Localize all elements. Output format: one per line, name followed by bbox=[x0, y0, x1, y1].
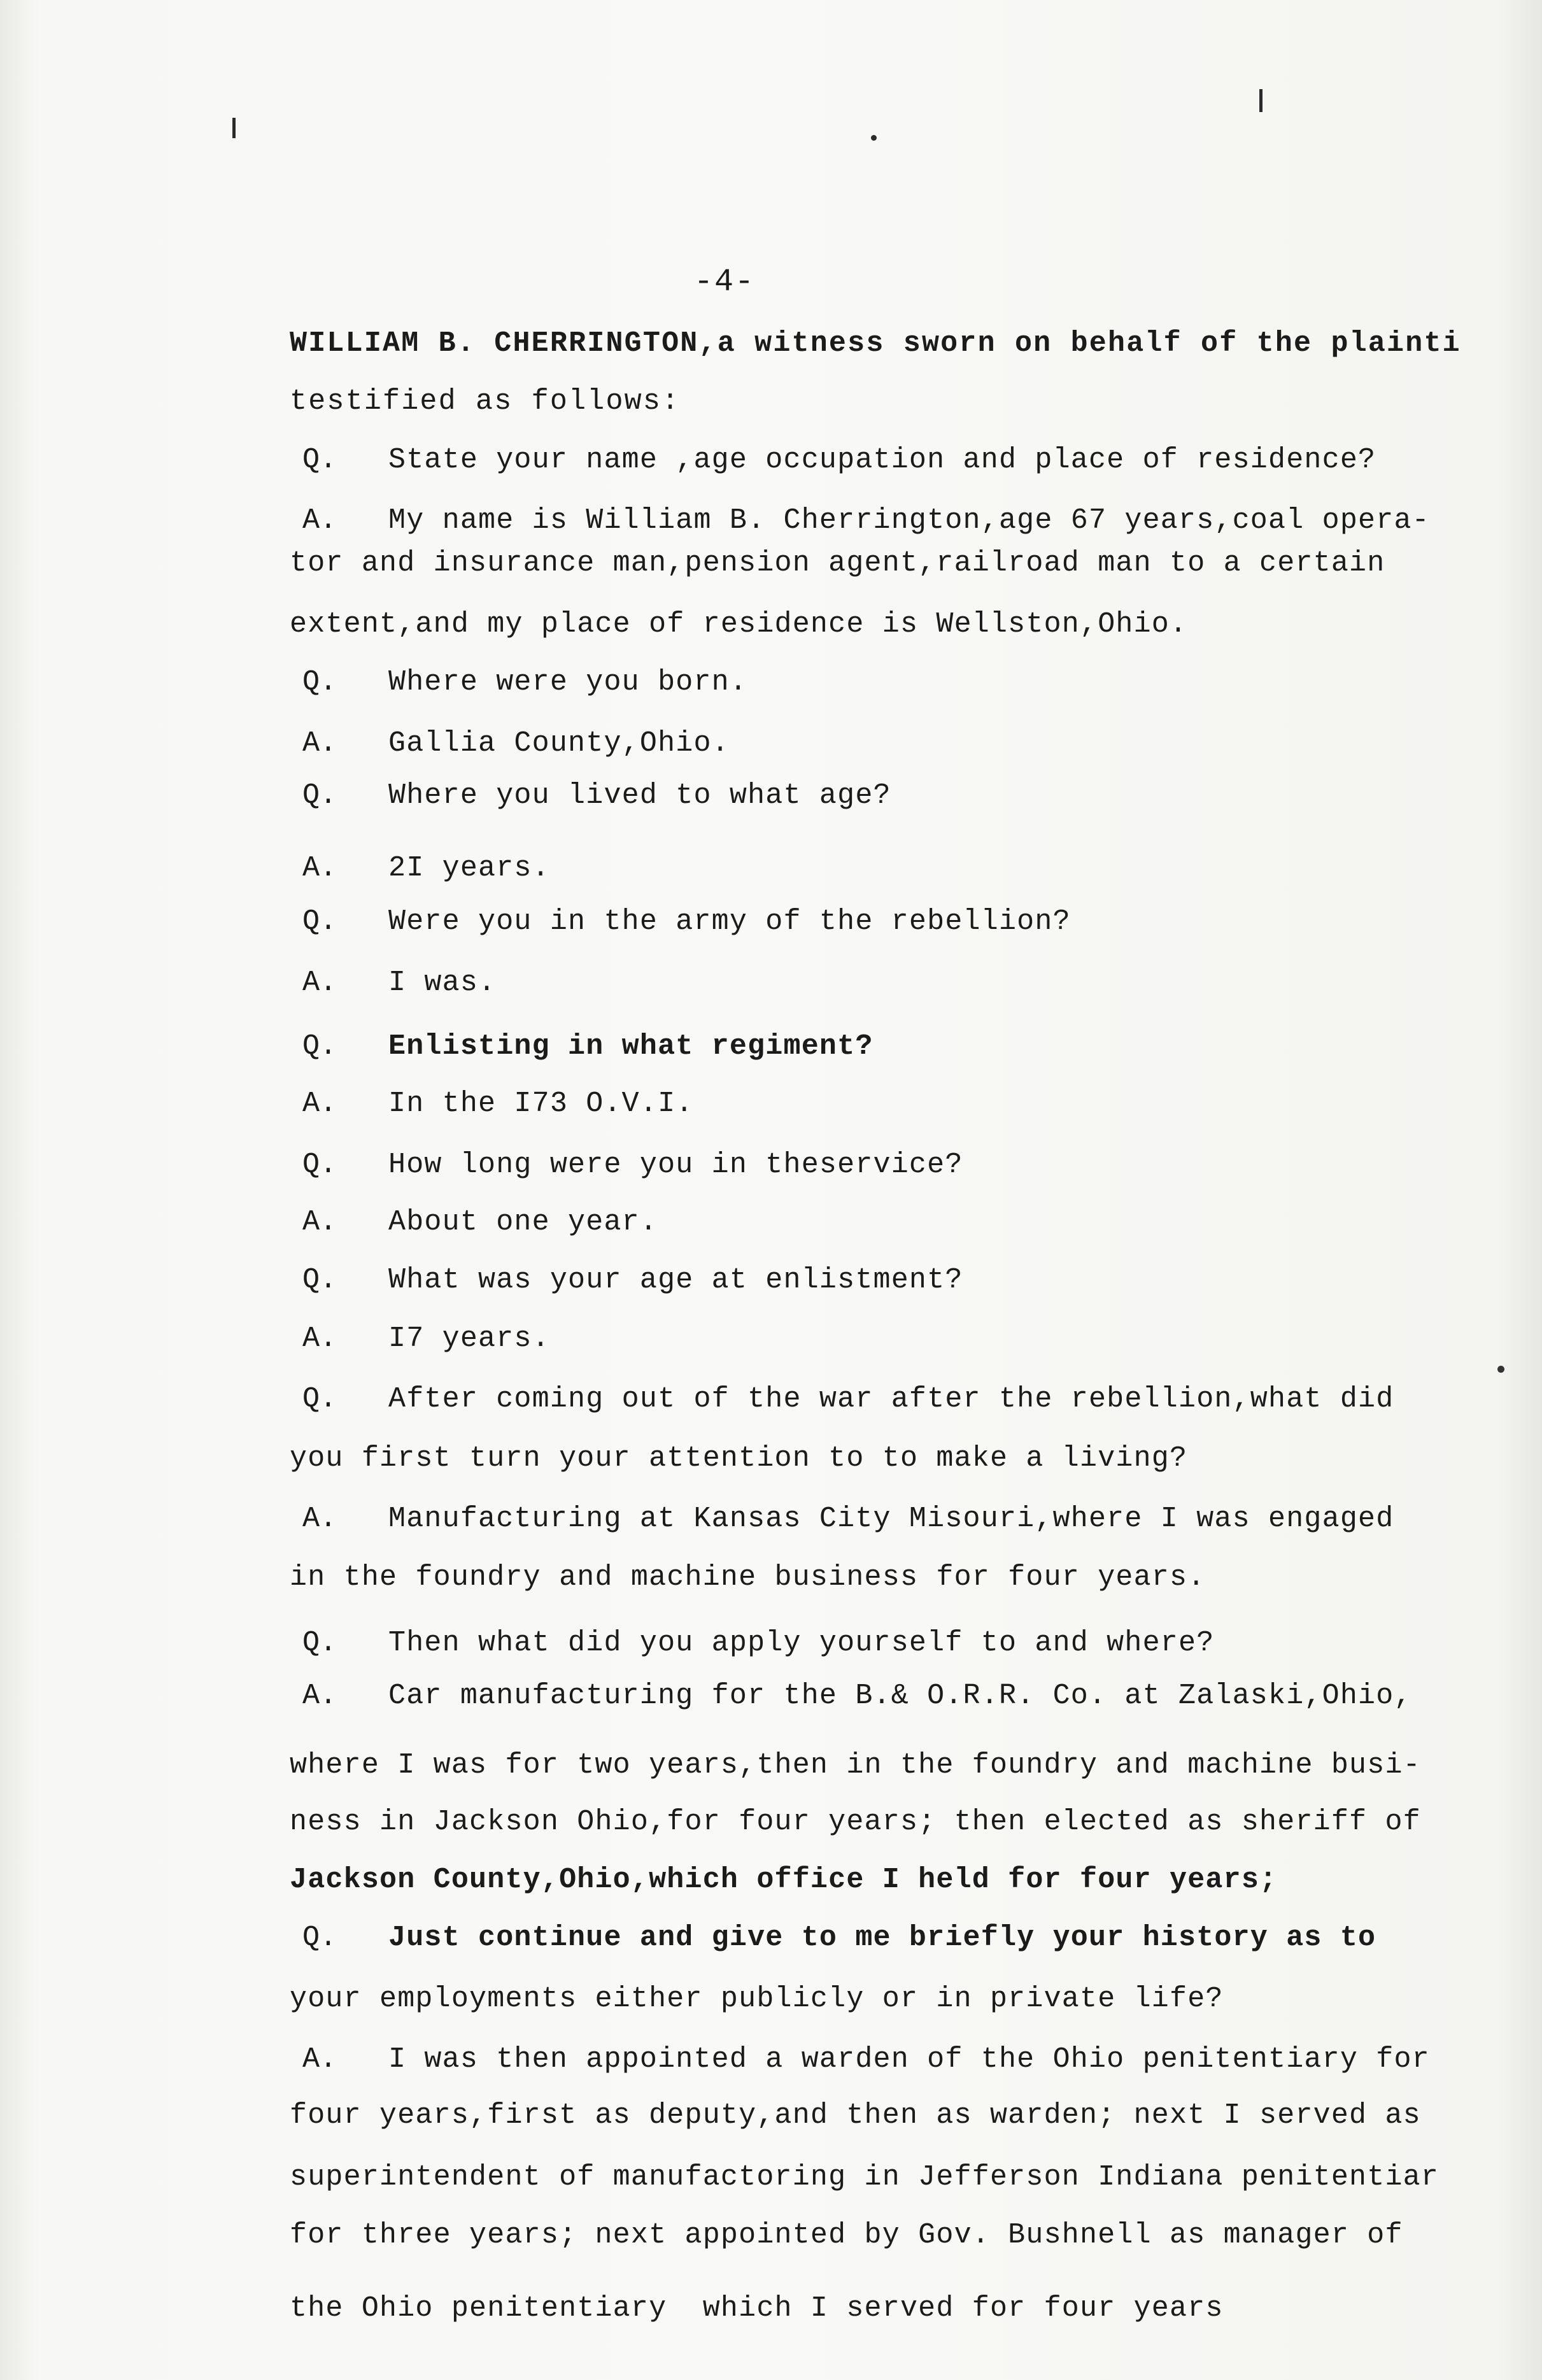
line-tag: A. bbox=[302, 1206, 337, 1238]
line-tag: Q. bbox=[302, 1383, 337, 1415]
line-text: Where you lived to what age? bbox=[388, 779, 891, 812]
transcript-line bbox=[302, 726, 1542, 761]
margin-mark bbox=[232, 118, 236, 138]
line-text: About one year. bbox=[388, 1206, 658, 1238]
transcript-line bbox=[302, 851, 1542, 886]
line-text: I was. bbox=[388, 967, 497, 999]
transcript-line bbox=[302, 503, 1542, 539]
line-tag: Q. bbox=[302, 1627, 337, 1659]
transcript-line bbox=[302, 1205, 1542, 1240]
continuation-line: Jackson County,Ohio,which office I held for four years; bbox=[290, 1864, 1278, 1896]
transcript-line bbox=[302, 1321, 1542, 1357]
line-tag: A. bbox=[302, 727, 337, 760]
line-text: Gallia County,Ohio. bbox=[388, 727, 730, 760]
transcript-line bbox=[302, 904, 1542, 940]
continuation-line: extent,and my place of residence is Wellston,Ohio. bbox=[290, 608, 1188, 641]
line-tag: Q. bbox=[302, 1030, 337, 1063]
continuation-line: where I was for two years,then in the foundry and machine busi- bbox=[290, 1749, 1421, 1781]
continuation-line: your employments either publicly or in private life? bbox=[290, 1983, 1224, 2015]
line-text: After coming out of the war after the rebellion,what did bbox=[388, 1383, 1394, 1415]
line-tag: Q. bbox=[302, 666, 337, 698]
transcript-line bbox=[302, 1263, 1542, 1298]
line-tag: A. bbox=[302, 1322, 337, 1355]
line-text: How long were you in theservice? bbox=[388, 1149, 963, 1181]
transcript-line bbox=[302, 1029, 1542, 1065]
intro-line: WILLIAM B. CHERRINGTON,a witness sworn on behalf of the plainti bbox=[290, 327, 1461, 360]
line-text: My name is William B. Cherrington,age 67 years,coal opera- bbox=[388, 504, 1430, 537]
line-tag: A. bbox=[302, 2043, 337, 2076]
line-text: Were you in the army of the rebellion? bbox=[388, 905, 1071, 938]
line-text: Just continue and give to me briefly your history as to bbox=[388, 1922, 1376, 1954]
transcript-line bbox=[302, 1920, 1542, 1956]
transcript-line bbox=[302, 965, 1542, 1001]
line-text: Enlisting in what regiment? bbox=[388, 1030, 874, 1063]
line-text: I7 years. bbox=[388, 1322, 550, 1355]
transcript-line bbox=[302, 778, 1542, 814]
line-text: Manufacturing at Kansas City Misouri,where I was engaged bbox=[388, 1503, 1394, 1535]
continuation-line: in the foundry and machine business for four years. bbox=[290, 1561, 1206, 1594]
line-tag: A. bbox=[302, 1087, 337, 1120]
line-tag: A. bbox=[302, 504, 337, 537]
transcript-line bbox=[302, 665, 1542, 700]
line-tag: Q. bbox=[302, 1149, 337, 1181]
continuation-line: ness in Jackson Ohio,for four years; then elected as sheriff of bbox=[290, 1806, 1421, 1838]
transcript-line bbox=[302, 1678, 1542, 1714]
line-tag: Q. bbox=[302, 905, 337, 938]
continuation-line: for three years; next appointed by Gov. Bushnell as manager of bbox=[290, 2219, 1403, 2251]
page-number: -4- bbox=[694, 264, 756, 301]
transcript-line bbox=[302, 443, 1542, 478]
line-text: In the I73 O.V.I. bbox=[388, 1087, 694, 1120]
line-tag: A. bbox=[302, 852, 337, 884]
transcript-line bbox=[302, 1147, 1542, 1183]
line-text: I was then appointed a warden of the Ohio penitentiary for bbox=[388, 2043, 1430, 2076]
line-text: What was your age at enlistment? bbox=[388, 1264, 963, 1296]
transcript-line bbox=[302, 1626, 1542, 1661]
transcript-line bbox=[302, 1086, 1542, 1122]
continuation-line: superintendent of manufactoring in Jefferson Indiana penitentiar bbox=[290, 2161, 1439, 2193]
transcript-line bbox=[302, 2042, 1542, 2078]
continuation-line: you first turn your attention to to make a living? bbox=[290, 1442, 1188, 1475]
line-text: Where were you born. bbox=[388, 666, 748, 698]
line-tag: Q. bbox=[302, 1922, 337, 1954]
continuation-line: the Ohio penitentiary which I served for four years bbox=[290, 2292, 1224, 2325]
punch-hole bbox=[1497, 1366, 1504, 1373]
line-tag: Q. bbox=[302, 1264, 337, 1296]
transcript-line bbox=[302, 1382, 1542, 1417]
line-tag: Q. bbox=[302, 444, 337, 476]
margin-mark bbox=[1259, 89, 1263, 112]
line-text: Car manufacturing for the B.& O.R.R. Co. at Zalaski,Ohio, bbox=[388, 1680, 1412, 1712]
intro-line: testified as follows: bbox=[290, 385, 681, 418]
line-tag: A. bbox=[302, 1503, 337, 1535]
continuation-line: four years,first as deputy,and then as warden; next I served as bbox=[290, 2099, 1421, 2132]
line-tag: A. bbox=[302, 967, 337, 999]
line-text: 2I years. bbox=[388, 852, 550, 884]
line-tag: A. bbox=[302, 1680, 337, 1712]
line-tag: Q. bbox=[302, 779, 337, 812]
line-text: State your name ,age occupation and place of residence? bbox=[388, 444, 1376, 476]
ink-dot bbox=[871, 135, 877, 141]
line-text: Then what did you apply yourself to and where? bbox=[388, 1627, 1215, 1659]
transcript-line bbox=[302, 1501, 1542, 1537]
continuation-line: tor and insurance man,pension agent,railroad man to a certain bbox=[290, 547, 1385, 579]
